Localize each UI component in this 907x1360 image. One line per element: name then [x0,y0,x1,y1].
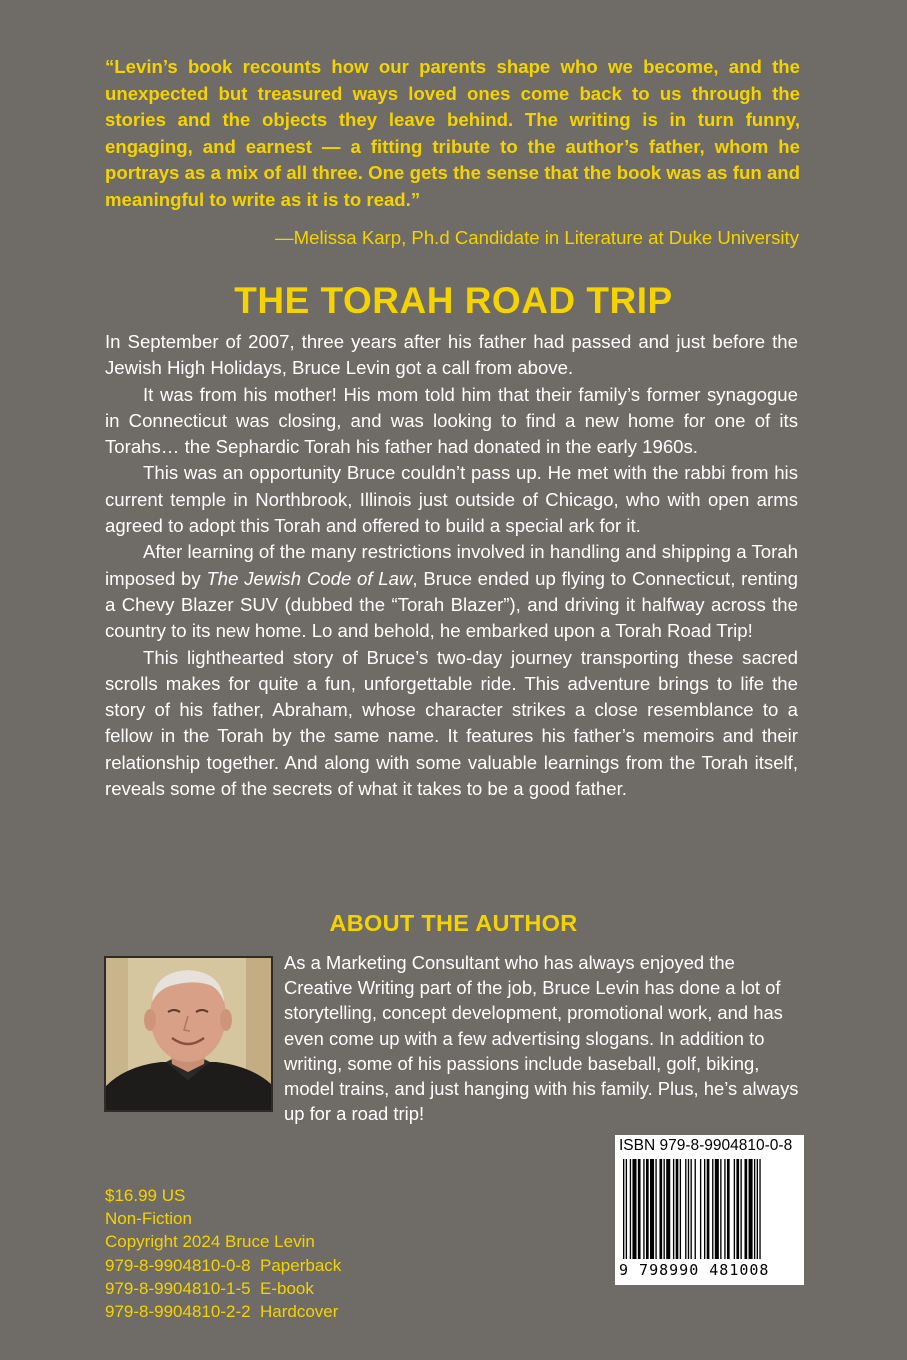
barcode-bar [720,1159,721,1259]
barcode-bar [691,1159,692,1259]
book-title: THE TORAH ROAD TRIP [234,280,673,321]
barcode-bar [673,1159,674,1259]
barcode-bar [734,1159,735,1259]
barcode-bar [707,1159,710,1259]
barcode-bar [727,1159,730,1259]
description-paragraph-5: This lighthearted story of Bruce’s two-day journey transporting these sacred scrolls makes for quite a fun, unforgettable ride. This adventure brings to life the story of his father, Abraham, whose character strikes a close resemblance to a fellow in the Torah by the same name. It features his father’s memoirs and their relationship together. And along with some valuable learnings from the Torah itself, reveals some of the secrets of what it takes to be a good father. [105,646,798,800]
barcode-bar [685,1159,686,1259]
copyright: Copyright 2024 Bruce Levin [105,1232,315,1252]
barcode-bar [695,1159,696,1259]
endorsement-quote: “Levin’s book recounts how our parents shape who we become, and the unexpected but treasured ways loved ones come back to us through the stories and the objects they leave behind. The writing is in turn funny, engaging, and earnest — a fitting tribute to the author’s father, whom he portrays as a mix of all three. One gets the sense that the book was as fun and meaningful to write as it is to read.” [105,56,800,210]
barcode-bar [680,1159,681,1259]
description-paragraph-1: In September of 2007, three years after his father had passed and just before the Jewish High Holidays, Bruce Levin got a call from above. [105,331,798,379]
barcode-bar [736,1159,739,1259]
barcode-bar [740,1159,741,1259]
price: $16.99 US [105,1186,186,1205]
barcode-bar [646,1159,649,1259]
description-paragraph-4 [105,539,798,644]
book-reference-italic: The Jewish Code of Law [206,567,413,589]
barcode-bar [676,1159,679,1259]
isbn-paperback: 979-8-9904810-0-8 Paperback [105,1255,342,1275]
barcode-bar [655,1159,656,1259]
barcode-bar [704,1159,705,1259]
barcode-bar [754,1159,755,1259]
genre: Non-Fiction [105,1209,192,1229]
publication-info [105,1184,341,1323]
quote-attribution: —Melissa Karp, Ph.d Candidate in Literature at Duke University [275,227,799,248]
barcode-bar [630,1159,631,1259]
barcode-bar [688,1159,689,1259]
barcode-bar [659,1159,662,1259]
barcode-bar [700,1159,701,1259]
isbn-barcode [615,1135,804,1285]
barcode-bar [632,1159,636,1259]
barcode-bar [712,1159,713,1259]
barcode-bar [643,1159,644,1259]
description-paragraph-3: This was an opportunity Bruce couldn’t pass up. He met with the rabbi from his current temple in Northbrook, Illinois just outside of Chicago, who with open arms agreed to adopt this Torah and offered to build a special ark for it. [105,462,798,537]
barcode-bar [759,1159,760,1259]
barcode-bar [724,1159,725,1259]
barcode-bars [623,1159,797,1259]
barcode-bar [638,1159,641,1259]
description-paragraph-2: It was from his mother! His mom told him that their family’s former synagogue in Connecticut was closing, and was looking to find a new home for one of its Torahs… the Sephardic Torah his father had donated in the early 1960s. [105,383,798,458]
paragraph-4-text-a: After learning of the many restrictions involved in handling and shipping a Torah imposed by [105,541,798,589]
barcode-digits: 9 798990 481008 [619,1261,770,1279]
isbn-label: ISBN 979-8-9904810-0-8 [619,1137,793,1154]
author-photo [104,956,273,1112]
barcode-bar [664,1159,665,1259]
barcode-bar [623,1159,624,1259]
author-bio: As a Marketing Consultant who has always enjoyed the Creative Writing part of the job, Bruce Levin has done a lot of storytelling, concept development, promotional work, and has even come up with a few advertising slogans. In addition to writing, some of his passions include baseball, golf, biking, model trains, and just hanging with his family. Plus, he’s always up for a road trip! [284,952,799,1125]
barcode-bar [749,1159,753,1259]
barcode-bar [666,1159,670,1259]
author-portrait-illustration [106,958,271,1110]
isbn-ebook: 979-8-9904810-1-5 E-book [105,1278,314,1298]
about-author-heading: ABOUT THE AUTHOR [329,910,578,936]
book-description [105,329,798,802]
barcode-bar [715,1159,719,1259]
barcode-bar [745,1159,748,1259]
barcode-bar [650,1159,654,1259]
barcode-bar [757,1159,758,1259]
paragraph-4-text-b: , Bruce ended up flying to Connecticut, renting a Chevy Blazer SUV (dubbed the “Torah Blazer”), and driving it halfway across the country to its new home. Lo and behold, he embarked upon a Torah Road Trip! [105,567,798,642]
barcode-bar [626,1159,627,1259]
isbn-hardcover: 979-8-9904810-2-2 Hardcover [105,1302,339,1322]
